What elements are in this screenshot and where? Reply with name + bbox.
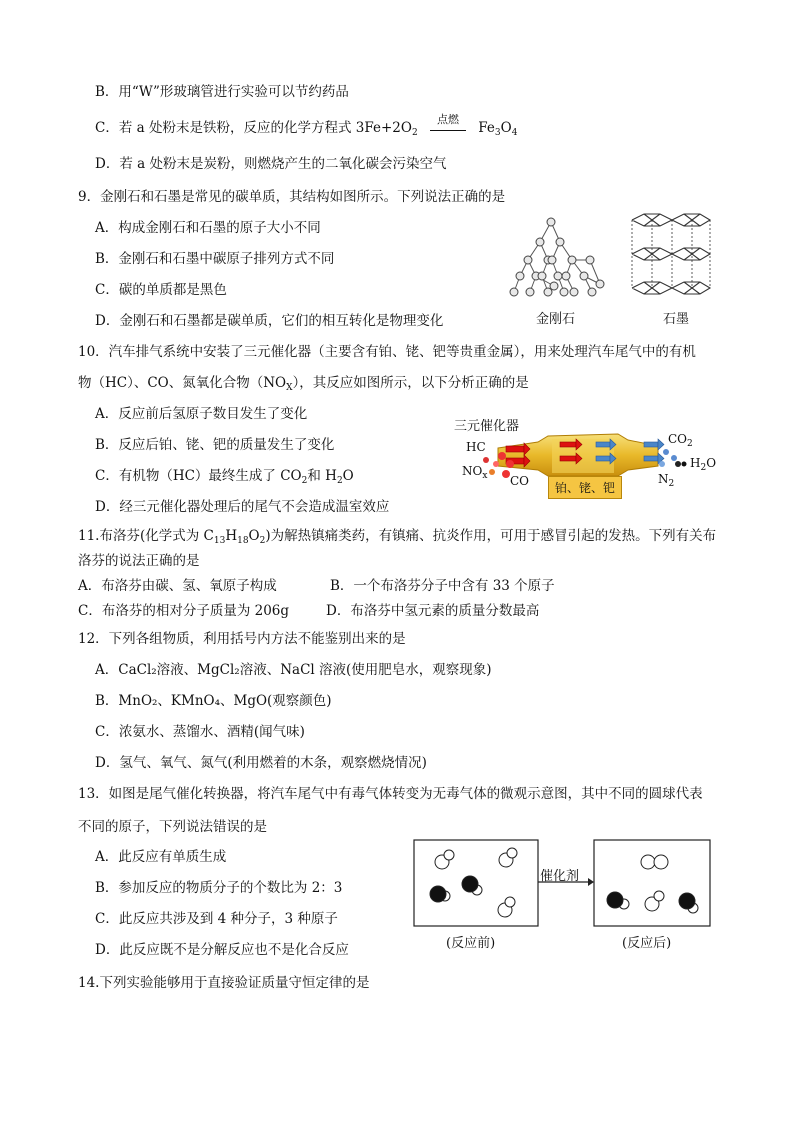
q10-option-d: D．经三元催化器处理后的尾气不会造成温室效应: [95, 499, 390, 515]
q10-stem-line1: 10．汽车排气系统中安装了三元催化器（主要含有铂、铑、钯等贵重金属），用来处理汽车尾气中的有机: [78, 344, 696, 360]
q8-option-b: B．用“W”形玻璃管进行实验可以节约药品: [95, 84, 349, 100]
q9-option-a: A．构成金刚石和石墨的原子大小不同: [95, 220, 321, 236]
graphite-caption: 石墨: [663, 312, 690, 327]
q13-option-b: B．参加反应的物质分子的个数比为 2：3: [95, 880, 343, 896]
q12-option-a: A．CaCl₂溶液、MgCl₂溶液、NaCl 溶液(使用肥皂水，观察现象): [95, 662, 492, 678]
q9-stem: 9．金刚石和石墨是常见的碳单质，其结构如图所示。下列说法正确的是: [78, 189, 506, 205]
co2-label: $CO_2$: [668, 432, 693, 449]
reaction-micro-diagram: [412, 838, 714, 930]
q11-option-d: D．布洛芬中氢元素的质量分数最高: [326, 603, 540, 619]
q9-option-c: C．碳的单质都是黑色: [95, 282, 227, 298]
q12-option-d: D．氢气、氧气、氮气(利用燃着的木条，观察燃烧情况): [95, 755, 427, 771]
h2o-label: $H_2O$: [690, 456, 717, 473]
q9-option-b: B．金刚石和石墨中碳原子排列方式不同: [95, 251, 335, 267]
q12-stem: 12．下列各组物质，利用括号内方法不能鉴别出来的是: [78, 631, 406, 647]
q13-option-a: A．此反应有单质生成: [95, 849, 227, 865]
before-reaction-label: (反应前): [446, 936, 496, 951]
q11-stem-line2: 洛芬的说法正确的是: [78, 553, 200, 569]
reaction-condition-arrow: 点燃: [426, 120, 470, 138]
q11-option-a: A．布洛芬由碳、氢、氧原子构成: [78, 578, 277, 594]
q13-stem-line1: 13．如图是尾气催化转换器，将汽车尾气中有毒气体转变为无毒气体的微观示意图，其中不同的圆球代表: [78, 786, 703, 802]
n2-label: $N_2$: [658, 472, 675, 489]
catalytic-converter-diagram: [448, 412, 728, 502]
diamond-caption: 金刚石: [536, 312, 576, 327]
q10-option-b: B．反应后铂、铑、钯的质量发生了变化: [95, 437, 335, 453]
diamond-structure-diagram: [508, 212, 612, 304]
q10-option-c: C．有机物（HC）最终生成了 $CO_2$和 $H_2O$: [95, 468, 354, 486]
q13-option-d: D．此反应既不是分解反应也不是化合反应: [95, 942, 349, 958]
q11-stem-line1: 11.布洛芬(化学式为 $C_{13}H_{18}O_2$)为解热镇痛类药，有镇痛、抗炎作用，可用于感冒引起的发热。下列有关布: [78, 528, 717, 546]
co-label: CO: [510, 474, 530, 488]
q11-option-b: B．一个布洛芬分子中含有 33 个原子: [330, 578, 555, 594]
graphite-structure-diagram: [624, 210, 716, 302]
catalyst-label: 催化剂: [540, 869, 580, 884]
hc-label: HC: [466, 440, 486, 454]
q12-option-b: B．MnO₂、KMnO₄、MgO(观察颜色): [95, 693, 332, 709]
q12-option-c: C．浓氨水、蒸馏水、酒精(闻气味): [95, 724, 305, 740]
q10-stem-line2: 物（HC）、CO、氮氧化合物$(NO_X)$，其反应如图所示，以下分析正确的是: [78, 375, 529, 393]
nox-label: $NO_x$: [462, 464, 488, 481]
precious-metals-label: 铂、铑、钯: [548, 476, 622, 499]
q8-option-c: C．若 a 处粉末是铁粉，反应的化学方程式 $3Fe+2O_2$ 点燃 $Fe_3O_4$: [95, 112, 518, 138]
q8-option-d: D．若 a 处粉末是炭粉，则燃烧产生的二氧化碳会污染空气: [95, 156, 447, 172]
q11-option-c: C．布洛芬的相对分子质量为 206g: [78, 603, 290, 619]
converter-title: 三元催化器: [454, 419, 520, 434]
q14-stem: 14.下列实验能够用于直接验证质量守恒定律的是: [78, 975, 370, 991]
q10-option-a: A．反应前后氢原子数目发生了变化: [95, 406, 308, 422]
q9-option-d: D．金刚石和石墨都是碳单质，它们的相互转化是物理变化: [95, 313, 444, 329]
q13-option-c: C．此反应共涉及到 4 种分子，3 种原子: [95, 911, 338, 927]
q13-stem-line2: 不同的原子，下列说法错误的是: [78, 819, 267, 835]
after-reaction-label: (反应后): [622, 936, 672, 951]
